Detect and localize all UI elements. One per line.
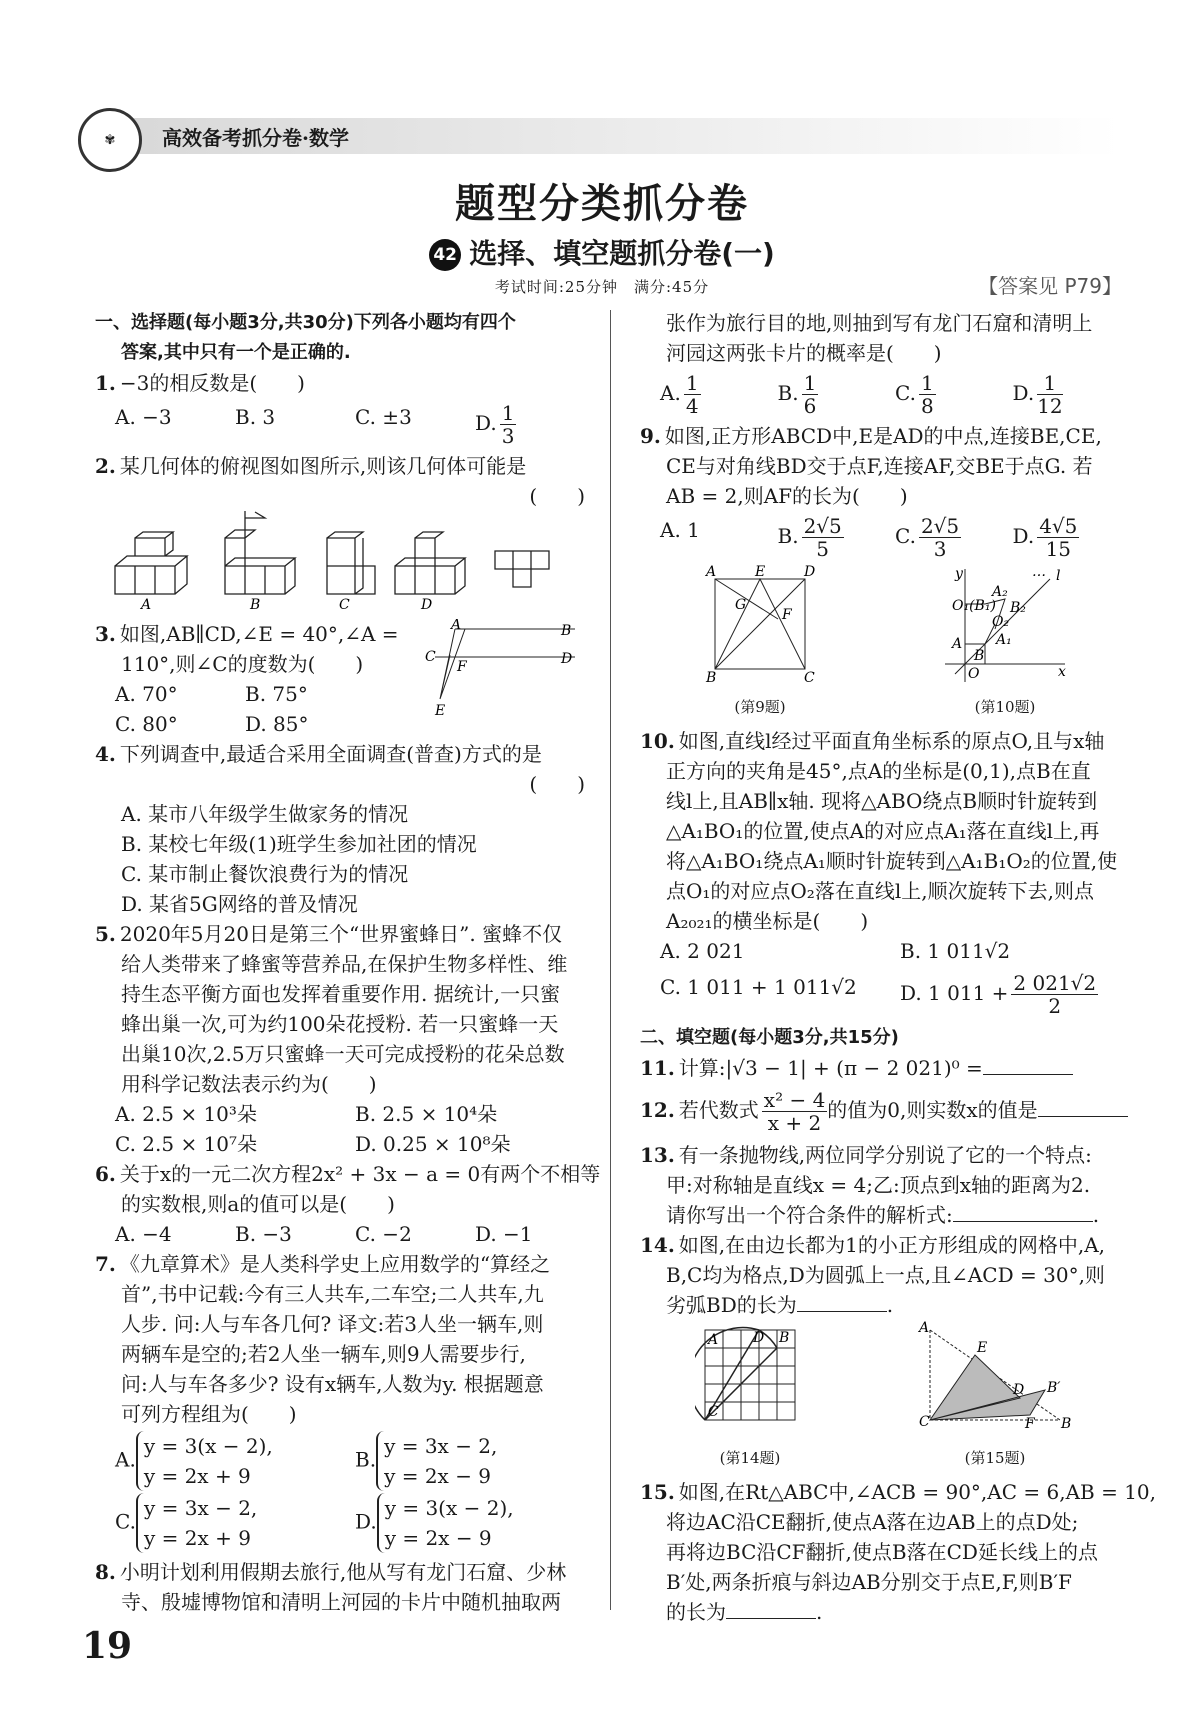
q-text: B′处,两条折痕与斜边AB分别交于点E,F,则B′F — [666, 1570, 1072, 1594]
option-c: C. ±3 — [355, 405, 412, 429]
exam-meta: 考试时间:25分钟 满分:45分 — [494, 278, 710, 296]
svg-text:B: B — [1061, 1416, 1072, 1432]
q-number: 2. — [95, 454, 116, 478]
svg-text:B₂: B₂ — [1010, 600, 1026, 616]
option-d: D. y = 3(x − 2), y = 2x − 9 — [355, 1493, 595, 1553]
svg-text:B: B — [706, 670, 717, 684]
option-a: A. 70° — [115, 682, 178, 706]
svg-text:A: A — [919, 1320, 930, 1336]
svg-text:x: x — [1058, 664, 1066, 680]
svg-text:C: C — [708, 1404, 719, 1420]
q-text: 出巢10次,2.5万只蜜蜂一天可完成授粉的花朵总数 — [121, 1042, 565, 1066]
question-10 — [640, 726, 1130, 1017]
question-3 — [95, 619, 595, 739]
q-text: 如图,AB∥CD,∠E = 40°,∠A = — [119, 622, 399, 646]
q-text: 问:人与车各多少? 设有x辆车,人数为y. 根据题意 — [121, 1372, 544, 1396]
question-6 — [95, 1159, 601, 1249]
section2-heading: 二、填空题(每小题3分,共15分) — [640, 1027, 899, 1048]
q-number: 1. — [95, 371, 116, 395]
q-text: 如图,正方形ABCD中,E是AD的中点,连接BE,CE, — [664, 424, 1102, 448]
option-b: B. y = 3x − 2, y = 2x − 9 — [355, 1431, 595, 1491]
question-11: 11. 计算:|√3 − 1| + (π − 2 021)⁰ = — [640, 1053, 1130, 1083]
svg-text:F: F — [782, 607, 792, 623]
q-number: 3. — [95, 622, 116, 646]
left-column — [95, 308, 601, 1617]
svg-text:F: F — [457, 659, 467, 675]
section1-heading: 一、选择题(每小题3分,共30分)下列各小题均有四个 — [95, 312, 516, 333]
q-text: 的实数根,则a的值可以是( ) — [121, 1192, 395, 1216]
q-text: 110°,则∠C的度数为( ) — [121, 652, 364, 676]
question-13: 13. 有一条抛物线,两位同学分别说了它的一个特点: 甲:对称轴是直线x = 4;乙:顶点到x轴的距离为2. 请你写出一个符合条件的解析式: . — [640, 1140, 1130, 1230]
option-c: C. 80° — [115, 712, 178, 736]
figure-caption: (第15题) — [964, 1449, 1026, 1467]
option-b: B. 75° — [245, 682, 308, 706]
svg-text:A: A — [952, 636, 963, 652]
option-b: B. 2.5 × 10⁴朵 — [355, 1102, 498, 1126]
question-8 — [95, 1557, 595, 1617]
figure-q10 — [940, 564, 1070, 722]
question-15: 15. 如图,在Rt△ABC中,∠ACB = 90°,AC = 6,AB = 10, 将边AC沿CE翻折,使点A落在边AB上的点D处; 再将边BC沿CF翻折,使点B落在CD延长线上的点 B′处,两条折痕与斜边AB分别交于点E,F,则B′F 的长为 . — [640, 1480, 1157, 1624]
question-8-cont — [640, 308, 1130, 417]
svg-text:D: D — [804, 564, 816, 580]
q-text: 人步. 问:人与车各几何? 译文:若3人坐一辆车,则 — [121, 1312, 544, 1336]
option-c: C. 1 011 + 1 011√2 — [660, 975, 857, 999]
q-text: 将边AC沿CE翻折,使点A落在边AB上的点D处; — [666, 1510, 1079, 1534]
q-text: 可列方程组为( ) — [121, 1402, 297, 1426]
answer-blank[interactable] — [797, 1292, 887, 1312]
svg-text:E: E — [435, 703, 446, 719]
q-text: A₂₀₂₁的横坐标是( ) — [666, 909, 869, 933]
q-text: −3的相反数是( ) — [119, 371, 305, 395]
figure-q15 — [915, 1320, 1075, 1473]
svg-text:D: D — [753, 1330, 765, 1346]
q-text: AB = 2,则AF的长为( ) — [666, 484, 908, 508]
svg-text:A: A — [451, 619, 462, 633]
svg-text:B: B — [561, 623, 572, 639]
option-a: A. −4 — [115, 1222, 172, 1246]
section1-heading-cont: 答案,其中只有一个是正确的. — [121, 342, 351, 363]
paper-number-badge: 42 — [429, 239, 461, 271]
q-text: 首”,书中记载:今有三人共车,二车空;二人共车,九 — [121, 1282, 544, 1306]
fig-label: A — [141, 597, 152, 611]
q-text: 《九章算术》是人类科学史上应用数学的“算经之 — [119, 1252, 551, 1276]
svg-text:A: A — [708, 1332, 719, 1348]
series-title: 高效备考抓分卷·数学 — [162, 126, 349, 150]
option-c: C. 2.5 × 10⁷朵 — [115, 1132, 258, 1156]
q-text: △A₁BO₁的位置,使点A的对应点A₁落在直线l上,再 — [666, 819, 1100, 843]
q-text: 将△A₁BO₁绕点A₁顺时针旋转到△A₁B₁O₂的位置,使 — [666, 849, 1118, 873]
question-14: 14. 如图,在由边长都为1的小正方形组成的网格中,A, B,C均为格点,D为圆弧上一点,且∠ACD = 30°,则 劣弧BD的长为 . A D B C (第14题) A E D B′ C F B (第15题) — [640, 1230, 1130, 1473]
option-b: B. $\frac{2√5}{5}$ — [777, 514, 842, 561]
answer-blank[interactable] — [1038, 1097, 1128, 1117]
svg-text:E: E — [755, 564, 766, 580]
q-text: 下列调查中,最适合采用全面调查(普查)方式的是 — [119, 742, 542, 766]
svg-text:G: G — [735, 597, 747, 613]
fig-label: C — [339, 597, 350, 611]
option-b: B. 1 011√2 — [900, 939, 1011, 963]
q-text: 给人类带来了蜂蜜等营养品,在保护生物多样性、维 — [121, 952, 568, 976]
q-text: 甲:对称轴是直线x = 4;乙:顶点到x轴的距离为2. — [666, 1173, 1091, 1197]
option-c: C. $\frac{2√5}{3}$ — [895, 514, 960, 561]
q-number: 8. — [95, 1560, 116, 1584]
option-c: C. 某市制止餐饮浪费行为的情况 — [121, 862, 409, 886]
answer-reference: 【答案见 P79】 — [978, 274, 1122, 298]
option-a: A. −3 — [115, 405, 172, 429]
svg-text:B′: B′ — [1047, 1380, 1061, 1396]
fig-label: D — [421, 597, 433, 611]
svg-text:D: D — [1013, 1382, 1025, 1398]
q-text: 线l上,且AB∥x轴. 现将△ABO绕点B顺时针旋转到 — [666, 789, 1098, 813]
figure-caption: (第10题) — [974, 698, 1036, 716]
svg-text:O: O — [968, 666, 980, 682]
option-d: D. $\frac{4√5}{15}$ — [1012, 514, 1078, 561]
svg-text:A₁: A₁ — [996, 632, 1012, 648]
q-number: 9. — [640, 424, 661, 448]
figures-9-10 — [640, 564, 1130, 722]
question-1 — [95, 368, 595, 447]
q-text: B,C均为格点,D为圆弧上一点,且∠ACD = 30°,则 — [666, 1263, 1105, 1287]
svg-text:A₂: A₂ — [992, 584, 1008, 600]
answer-blank[interactable] — [983, 1055, 1073, 1075]
option-d: D. $\frac{1}{3}$ — [475, 401, 515, 448]
option-b: B. 3 — [235, 405, 276, 429]
svg-text:…: … — [1032, 564, 1046, 580]
figure-caption: (第9题) — [734, 698, 786, 716]
q-text: 如图,直线l经过平面直角坐标系的原点O,且与x轴 — [678, 729, 1105, 753]
q-text: 正方向的夹角是45°,点A的坐标是(0,1),点B在直 — [666, 759, 1091, 783]
option-d: D. 某省5G网络的普及情况 — [121, 892, 358, 916]
option-c: C. −2 — [355, 1222, 412, 1246]
svg-text:C: C — [804, 670, 815, 684]
figure-q9 — [700, 564, 820, 722]
q-text: 关于x的一元二次方程2x² + 3x − a = 0有两个不相等 — [119, 1162, 601, 1186]
answer-paren: ( ) — [529, 484, 585, 508]
column-divider — [610, 310, 611, 1610]
option-d: D. 0.25 × 10⁸朵 — [355, 1132, 511, 1156]
q-text: CE与对角线BD交于点F,连接AF,交BE于点G. 若 — [666, 454, 1093, 478]
svg-text:B: B — [779, 1330, 790, 1346]
option-d: D. $\frac{1}{12}$ — [1012, 371, 1063, 418]
q-text: 2020年5月20日是第三个“世界蜜蜂日”. 蜜蜂不仅 — [119, 922, 563, 946]
svg-text:E: E — [977, 1340, 988, 1356]
option-a: A. 2.5 × 10³朵 — [115, 1102, 257, 1126]
q-number: 6. — [95, 1162, 116, 1186]
q-text: 点O₁的对应点O₂落在直线l上,顺次旋转下去,则点 — [666, 879, 1094, 903]
svg-text:C: C — [425, 649, 436, 665]
option-a: A. y = 3(x − 2), y = 2x + 9 — [115, 1431, 355, 1491]
svg-text:A: A — [706, 564, 717, 580]
figure-q14 — [695, 1320, 805, 1473]
answer-paren: ( ) — [529, 772, 585, 796]
paper-subtitle — [0, 232, 1204, 272]
q-text: 寺、殷墟博物馆和清明上河园的卡片中随机抽取两 — [121, 1590, 561, 1614]
q-text: 某几何体的俯视图如图所示,则该几何体可能是 — [119, 454, 527, 478]
answer-blank[interactable] — [726, 1599, 816, 1619]
svg-text:l: l — [1056, 568, 1061, 584]
q-text: 持生态平衡方面也发挥着重要作用. 据统计,一只蜜 — [121, 982, 561, 1006]
svg-text:F: F — [1025, 1416, 1035, 1432]
option-d: D. 1 011 + $\frac{2 021√2}{2}$ — [900, 971, 1097, 1018]
right-column — [640, 308, 1157, 1627]
option-b: B. 某校七年级(1)班学生参加社团的情况 — [121, 832, 477, 856]
svg-text:O₂: O₂ — [992, 614, 1010, 630]
question-7 — [95, 1249, 595, 1553]
q-text: 张作为旅行目的地,则抽到写有龙门石窟和清明上 — [666, 311, 1093, 335]
q3-figure — [415, 619, 585, 719]
q-text: 再将边BC沿CF翻折,使点B落在CD延长线上的点 — [666, 1540, 1098, 1564]
svg-text:y: y — [955, 566, 963, 582]
option-c: C. y = 3x − 2, y = 2x + 9 — [115, 1493, 355, 1553]
svg-text:D: D — [561, 651, 573, 667]
option-a: A. $\frac{1}{4}$ — [660, 371, 699, 418]
question-5 — [95, 919, 595, 1159]
figures-14-15 — [640, 1320, 1130, 1473]
q2-solid-figures — [95, 511, 595, 611]
q-number: 10. — [640, 729, 675, 753]
figure-caption: (第14题) — [719, 1449, 781, 1467]
option-d: D. −1 — [475, 1222, 533, 1246]
q-text: 蜂出巢一次,可为约100朵花授粉. 若一只蜜蜂一天 — [121, 1012, 559, 1036]
question-2 — [95, 451, 595, 619]
svg-text:C: C — [919, 1414, 930, 1430]
option-a: A. 2 021 — [660, 939, 745, 963]
option-b: B. $\frac{1}{6}$ — [777, 371, 817, 418]
subtitle-text: 选择、填空题抓分卷(一) — [469, 237, 775, 270]
q-number: 7. — [95, 1252, 116, 1276]
question-4 — [95, 739, 595, 919]
q-text: 河园这两张卡片的概率是( ) — [666, 341, 942, 365]
q-text: 用科学记数法表示约为( ) — [121, 1072, 377, 1096]
svg-text:O₁(B₁): O₁(B₁) — [952, 598, 996, 614]
page-number: 19 — [82, 1625, 133, 1667]
option-c: C. $\frac{1}{8}$ — [895, 371, 934, 418]
option-a: A. 1 — [660, 518, 700, 542]
option-a: A. 某市八年级学生做家务的情况 — [121, 802, 409, 826]
page-title: 题型分类抓分卷 — [455, 180, 749, 227]
option-d: D. 85° — [245, 712, 309, 736]
answer-blank[interactable] — [953, 1202, 1093, 1222]
q-text: 两辆车是空的;若2人坐一辆车,则9人需要步行, — [121, 1342, 526, 1366]
q-text: 小明计划利用假期去旅行,他从写有龙门石窟、少林 — [119, 1560, 567, 1584]
q-number: 5. — [95, 922, 116, 946]
question-12: 12. 若代数式 $\frac{\text{x² − 4}}{x + 2}$ 的值为0,则实数x的值是 — [640, 1089, 1130, 1134]
question-9 — [640, 421, 1130, 722]
publisher-logo: ✾ — [78, 108, 142, 172]
option-b: B. −3 — [235, 1222, 292, 1246]
q-number: 4. — [95, 742, 116, 766]
fig-label: B — [250, 597, 261, 611]
svg-text:B: B — [974, 648, 985, 664]
